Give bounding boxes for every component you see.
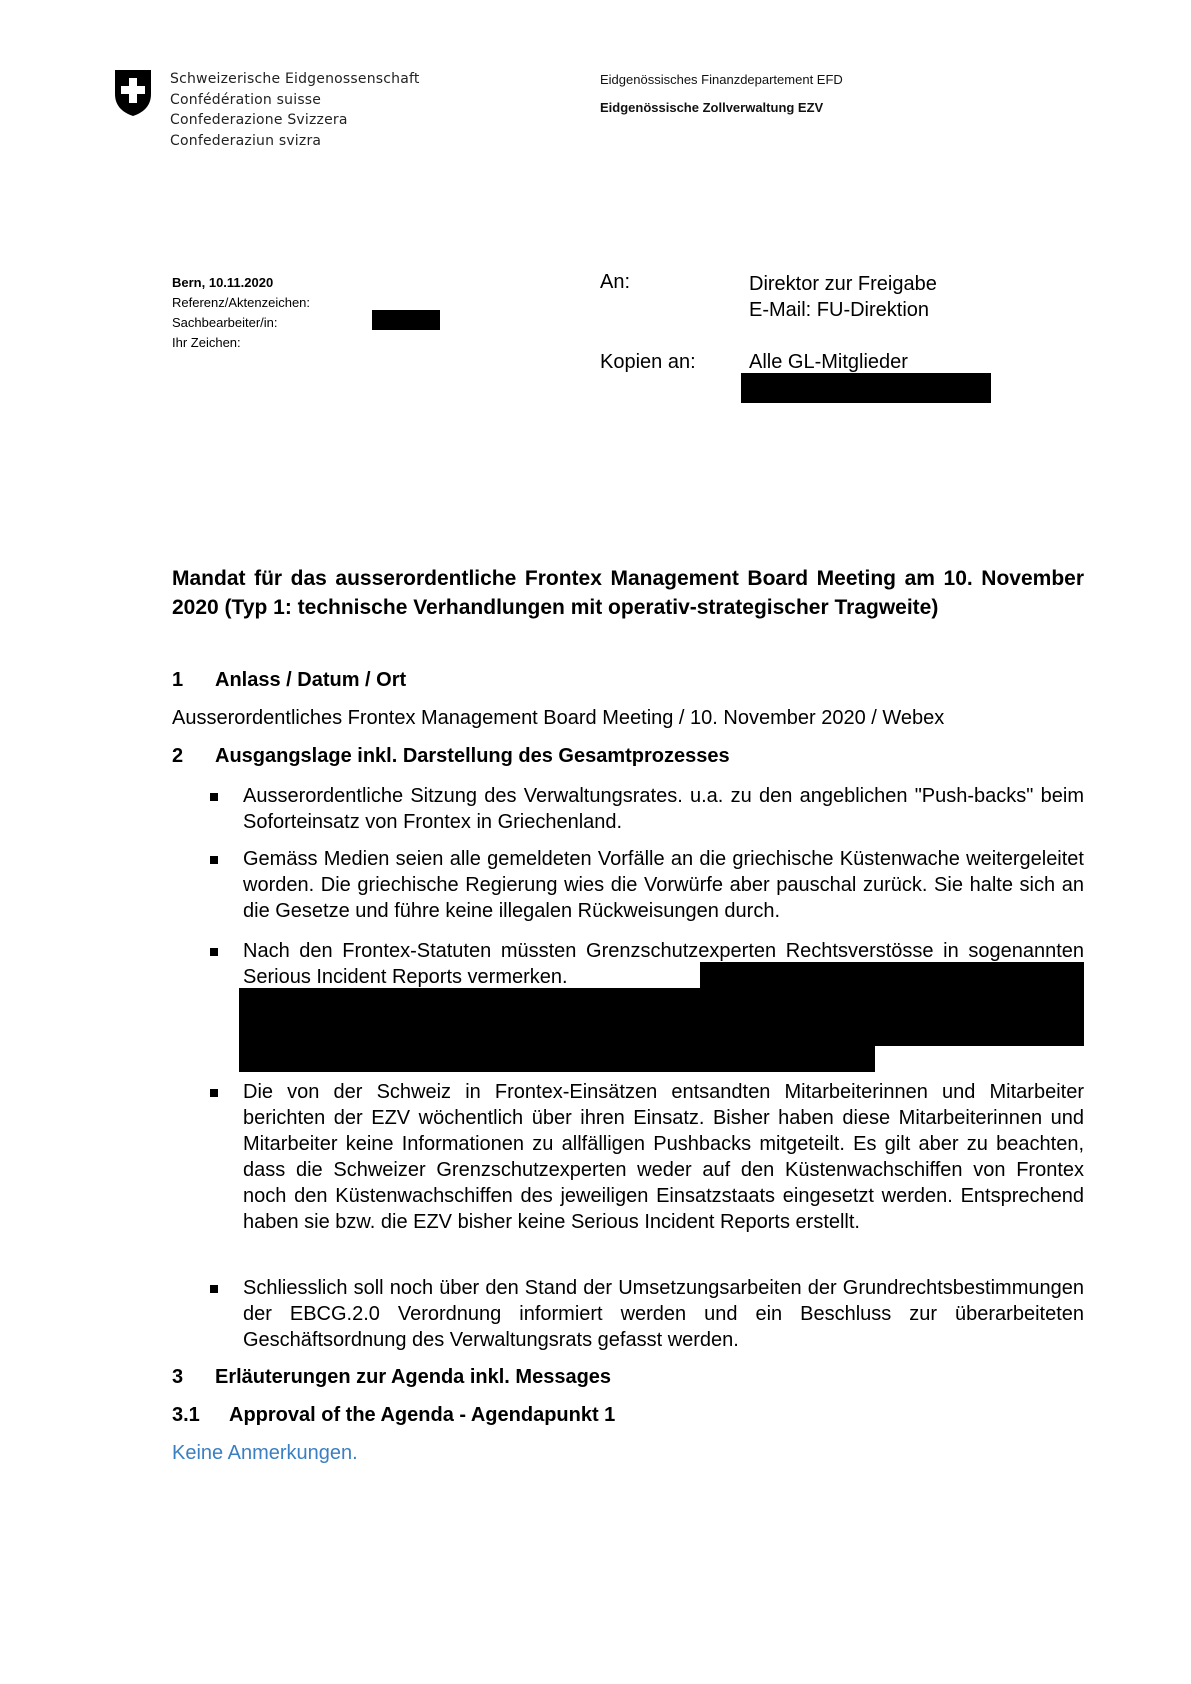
section-number: 3 <box>172 1366 184 1388</box>
clerk-label: Sachbearbeiter/in: <box>172 315 278 330</box>
section-heading-1 <box>172 669 406 692</box>
bullet-item: Gemäss Medien seien alle gemeldeten Vorfälle an die griechische Küstenwache weitergeleitet worden. Die griechische Regierung wies die Vorwürfe aber pauschal zurück. Sie halte sich an die Gesetze und führe keine illegalen Rückweisungen durch. <box>243 848 1084 922</box>
section-title: Erläuterungen zur Agenda inkl. Messages <box>215 1366 612 1388</box>
department-name: Eidgenössisches Finanzdepartement EFD <box>600 72 843 87</box>
redaction-bar <box>239 988 1084 1046</box>
bullet-marker <box>210 1285 218 1293</box>
bullet-marker <box>210 856 218 864</box>
bullet-item: Ausserordentliche Sitzung des Verwaltungsrates. u.a. zu den angeblichen "Push-backs" beim Soforteinsatz von Frontex in Griechenland. <box>243 785 1084 833</box>
confederation-name-fr: Confédération suisse <box>170 91 322 108</box>
confederation-names <box>170 69 420 151</box>
bullet-marker <box>210 1089 218 1097</box>
section-title: Approval of the Agenda - Agendapunkt 1 <box>229 1404 616 1426</box>
office-name: Eidgenössische Zollverwaltung EZV <box>600 100 824 115</box>
section-number: 2 <box>172 745 184 767</box>
reference-label: Referenz/Aktenzeichen: <box>172 295 311 310</box>
section-heading-2 <box>172 745 730 768</box>
redaction-bar <box>372 310 440 330</box>
bullet-item: Schliesslich soll noch über den Stand der Umsetzungsarbeiten der Grundrechtsbestimmungen der EBCG.2.0 Verordnung informiert werden und ein Beschluss zur überarbeiteten Geschäftsordnung des Verwaltungsrats gefasst werden. <box>243 1277 1084 1351</box>
section-heading-3-1 <box>172 1404 615 1427</box>
bullet-item: Die von der Schweiz in Frontex-Einsätzen entsandten Mitarbeiterinnen und Mitarbeiter berichten der EZV wöchentlich über ihren Einsatz. Bisher haben diese Mitarbeiterinnen und Mitarbeiter keine Informationen zu allfälligen Pushbacks mitgeteilt. Es gilt aber zu beachten, dass die Schweizer Grenzschutzexperten weder auf den Küstenwachschiffen von Frontex noch den Küstenwachschiffen des jeweiligen Einsatzstaats eingesetzt werden. Entsprechend haben sie bzw. die EZV bisher keine Serious Incident Reports erstellt. <box>243 1081 1084 1233</box>
section-title: Ausgangslage inkl. Darstellung des Gesamtprozesses <box>215 745 730 767</box>
redaction-bar <box>239 1044 875 1072</box>
meta-block <box>172 273 310 353</box>
cc-value: Alle GL-Mitglieder <box>749 351 908 373</box>
to-recipients <box>749 271 937 323</box>
section-1-text: Ausserordentliches Frontex Management Board Meeting / 10. November 2020 / Webex <box>172 707 945 729</box>
section-number: 1 <box>172 669 184 691</box>
redaction-bar <box>741 373 991 403</box>
section-title: Anlass / Datum / Ort <box>215 669 407 691</box>
your-reference-label: Ihr Zeichen: <box>172 335 241 350</box>
bullet-item: Nach den Frontex-Statuten müssten Grenzschutzexperten Rechtsverstösse in sogenannten Serious Incident Reports vermerken. <box>243 940 1084 988</box>
bullet-marker <box>210 948 218 956</box>
confederation-name-it: Confederazione Svizzera <box>170 112 348 128</box>
to-label: An: <box>600 271 631 293</box>
bullet-marker <box>210 793 218 801</box>
to-line: E-Mail: FU-Direktion <box>749 299 930 321</box>
section-heading-3 <box>172 1366 611 1389</box>
place-date: Bern, 10.11.2020 <box>172 275 274 290</box>
no-comments-text: Keine Anmerkungen. <box>172 1442 358 1464</box>
swiss-coat-of-arms-logo <box>112 68 154 118</box>
confederation-name-de: Schweizerische Eidgenossenschaft <box>170 71 420 87</box>
to-line: Direktor zur Freigabe <box>749 273 937 295</box>
confederation-name-rm: Confederaziun svizra <box>170 132 322 149</box>
section-number: 3.1 <box>172 1404 200 1426</box>
cc-label: Kopien an: <box>600 351 696 373</box>
document-title: Mandat für das ausserordentliche Frontex Management Board Meeting am 10. November 2020 (Typ 1: technische Verhandlungen mit operativ-strategischer Tragweite) <box>172 567 1084 619</box>
